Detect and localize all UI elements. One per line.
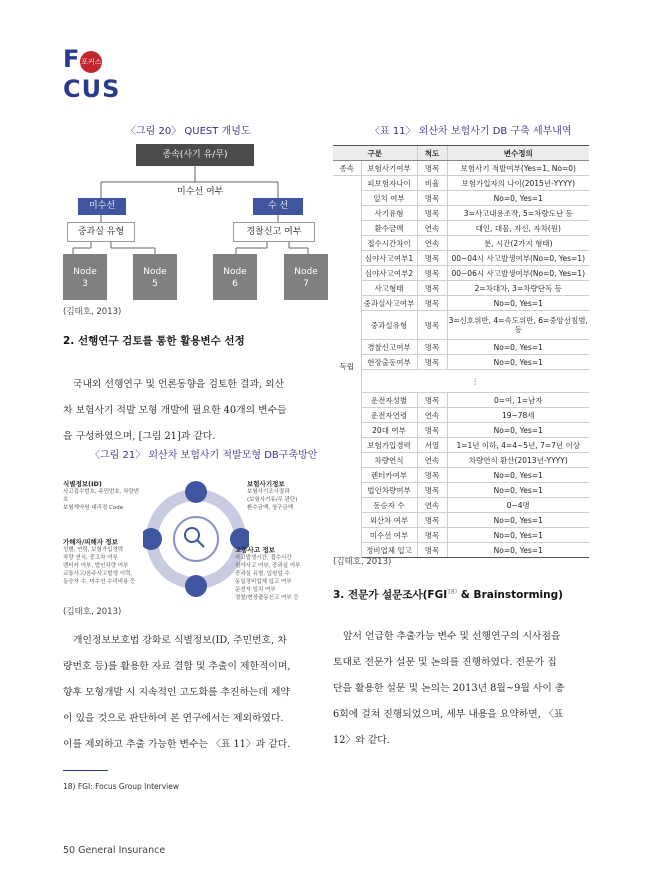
cell-name: 환수금액 <box>361 221 417 236</box>
cell-scale: 비율 <box>417 176 447 191</box>
footnote-ref: 18) <box>447 588 458 596</box>
paragraph-line: 12〉와 같다. <box>333 735 390 746</box>
table-row <box>333 266 589 281</box>
cell-name: 현장출동여부 <box>361 355 417 370</box>
section-3-heading <box>333 587 563 602</box>
figure-21-caption: 〈그림 21〉 외산차 보험사기 적발모형 DB구축방안 <box>90 450 318 461</box>
cell-scale: 명목 <box>417 393 447 408</box>
block-line: 환수금액, 청구금액 <box>247 505 294 511</box>
cell-scale: 명목 <box>417 281 447 296</box>
group-independent: 독립 <box>333 176 361 558</box>
table-row <box>333 296 589 311</box>
block-line: 사고접수번호, 주민번호, 차량번호 <box>63 489 140 503</box>
table-ellipsis-row <box>333 370 589 393</box>
cell-definition: No=0, Yes=1 <box>447 528 589 543</box>
cell-definition: 1=1년 이하, 4=4~5년, 7=7년 이상 <box>447 438 589 453</box>
cell-name: 일치 여부 <box>361 191 417 206</box>
figure-20-caption: 〈그림 20〉 QUEST 개념도 <box>126 126 251 137</box>
block-identification <box>63 479 143 512</box>
paragraph-line: 국내외 선행연구 및 언론동향을 검토한 결과, 외산 <box>73 379 285 390</box>
block-line: 심야사고 여부, 중과실 여부 <box>235 563 301 569</box>
table-row <box>333 408 589 423</box>
cell-scale: 명목 <box>417 161 447 176</box>
footnote: 18) FGI: Focus Group Interview <box>63 782 179 791</box>
cell-name: 차량연식 <box>361 453 417 468</box>
root-node: 종속(사기 유/무) <box>136 144 254 166</box>
block-title: 가해자/피해자 정보 <box>63 538 118 546</box>
group-dependent: 종속 <box>333 161 361 176</box>
paragraph-3 <box>333 624 589 754</box>
cell-scale: 명목 <box>417 191 447 206</box>
cell-scale: 명목 <box>417 468 447 483</box>
leaf-number: 3 <box>82 279 88 289</box>
cell-scale: 명목 <box>417 206 447 221</box>
cell-scale: 서열 <box>417 438 447 453</box>
table-row <box>333 281 589 296</box>
table-row <box>333 161 589 176</box>
table-row <box>333 423 589 438</box>
paragraph-line: 차 보험사기 적발 모형 개발에 필요한 40개의 변수들 <box>63 405 287 416</box>
leaf-node-6 <box>213 254 257 300</box>
cell-name: 외산차 여부 <box>361 513 417 528</box>
cell-definition: 차량연식 환산(2013년-YYYY) <box>447 453 589 468</box>
focus-logo <box>63 44 147 103</box>
block-line: 경찰/현장출동신고 여부 등 <box>235 595 299 601</box>
block-accident-info <box>235 545 328 602</box>
block-line: 렌터카 여부, 법인차량 여부 <box>63 563 129 569</box>
table-row <box>333 176 589 191</box>
footnote-divider <box>63 770 108 771</box>
header-category: 구분 <box>333 146 417 161</box>
cell-definition: No=0, Yes=1 <box>447 513 589 528</box>
table-row <box>333 453 589 468</box>
block-line: 차량 연식, 중고차 여부 <box>63 555 118 561</box>
header-definition: 변수정의 <box>447 146 589 161</box>
block-title: 보험사기정보 <box>247 480 285 488</box>
cell-name: 사고형태 <box>361 281 417 296</box>
cell-scale: 연속 <box>417 498 447 513</box>
cell-definition: 분, 시간(2가지 형태) <box>447 236 589 251</box>
db-circle-graphic <box>143 475 249 603</box>
leaf-number: 6 <box>232 279 238 289</box>
cell-definition: No=0, Yes=1 <box>447 483 589 498</box>
cell-definition: No=0, Yes=1 <box>447 543 589 558</box>
paragraph-line: 이를 제외하고 추출 가능한 변수는 〈표 11〉과 같다. <box>63 739 291 750</box>
table-row <box>333 340 589 355</box>
cell-scale: 연속 <box>417 453 447 468</box>
logo-badge: 포커스 <box>80 51 102 73</box>
paragraph-line: 을 구성하였으며, [그림 21]과 같다. <box>63 431 216 442</box>
left-sub-node: 중과실 유형 <box>67 222 135 242</box>
table-row <box>333 355 589 370</box>
block-party-info <box>63 537 145 586</box>
cell-name: 보험가입경력 <box>361 438 417 453</box>
cell-definition: No=0, Yes=1 <box>447 423 589 438</box>
leaf-label: Node <box>223 267 247 277</box>
table-header-row <box>333 146 589 161</box>
cell-name: 심야사고여부1 <box>361 251 417 266</box>
definition-line: 3=신호위반, 4=속도위반, 6=중앙선침범, <box>448 316 588 325</box>
table-11 <box>333 145 589 558</box>
cell-name: 법인차량여부 <box>361 483 417 498</box>
cell-definition: 0~4명 <box>447 498 589 513</box>
paragraph-line: 이 있을 것으로 판단하여 본 연구에서는 제외하였다. <box>63 713 284 724</box>
cell-scale: 명목 <box>417 513 447 528</box>
cell-name: 정비업체 입고 <box>361 543 417 558</box>
table-row <box>333 393 589 408</box>
cell-definition: 보험사기 적발여부(Yes=1, No=0) <box>447 161 589 176</box>
block-title: 교통사고 정보 <box>235 546 275 554</box>
cell-definition: No=0, Yes=1 <box>447 191 589 206</box>
cell-scale: 명목 <box>417 340 447 355</box>
paragraph-2 <box>63 628 328 758</box>
leaf-number: 7 <box>303 279 309 289</box>
block-line: 사고발생시간, 접수시간 <box>235 555 292 561</box>
cell-name: 미수선 여부 <box>361 528 417 543</box>
cell-scale: 명목 <box>417 423 447 438</box>
cell-definition: No=0, Yes=1 <box>447 340 589 355</box>
cell-definition: No=0, Yes=1 <box>447 296 589 311</box>
table-row <box>333 438 589 453</box>
paragraph-1 <box>63 372 328 450</box>
right-branch-node: 수 선 <box>253 198 303 215</box>
split-label: 미수선 여부 <box>177 187 224 197</box>
cell-scale: 연속 <box>417 221 447 236</box>
paragraph-line: 개인정보보호법 강화로 식별정보(ID, 주민번호, 차 <box>73 635 287 646</box>
cell-name: 접수시간차이 <box>361 236 417 251</box>
cell-definition: No=0, Yes=1 <box>447 468 589 483</box>
block-fraud-info <box>247 479 327 512</box>
paragraph-line: 6회에 걸쳐 진행되었으며, 세부 내용을 요약하면, 〈표 <box>333 709 564 720</box>
cell-scale: 명목 <box>417 483 447 498</box>
cell-name: 렌터카여부 <box>361 468 417 483</box>
cell-definition <box>447 311 589 340</box>
heading-tail: & Brainstorming) <box>457 589 563 601</box>
leaf-node-5 <box>133 254 177 300</box>
cell-name: 20대 여부 <box>361 423 417 438</box>
leaf-label: Node <box>294 267 318 277</box>
section-2-heading: 2. 선행연구 검토를 통한 활용변수 선정 <box>63 335 245 347</box>
page-footer <box>63 845 165 856</box>
cell-definition: 00~04시 사고발생여부(No=0, Yes=1) <box>447 251 589 266</box>
publication-title: General Insurance <box>78 845 166 856</box>
ellipsis: ⋮ <box>361 370 589 393</box>
block-line: 보험계약원 대리점 Code <box>63 505 124 511</box>
leaf-node-3 <box>63 254 107 300</box>
cell-scale: 연속 <box>417 408 447 423</box>
logo-text-prefix: F <box>63 45 81 73</box>
cell-name: 중과실유형 <box>361 311 417 340</box>
cell-scale: 명목 <box>417 266 447 281</box>
cell-scale: 명목 <box>417 311 447 340</box>
cell-scale: 명목 <box>417 296 447 311</box>
cell-definition: 0=여, 1=남자 <box>447 393 589 408</box>
definition-line: 등 <box>514 325 522 334</box>
block-line: 성별, 연령, 보험가입경력 <box>63 547 124 553</box>
figure-20-source: (김태호, 2013) <box>63 307 122 317</box>
cell-scale: 명목 <box>417 528 447 543</box>
block-line: 보험사기조사결과 <box>247 489 290 495</box>
leaf-label: Node <box>73 267 97 277</box>
cell-scale: 명목 <box>417 251 447 266</box>
quest-tree-diagram <box>63 142 328 300</box>
cell-name: 보험사기여부 <box>361 161 417 176</box>
leaf-node-7 <box>284 254 328 300</box>
cell-name: 중과실사고여부 <box>361 296 417 311</box>
cell-name: 운전자성별 <box>361 393 417 408</box>
heading-text: 3. 전문가 설문조사(FGI <box>333 589 448 601</box>
table-row <box>333 191 589 206</box>
table-row <box>333 236 589 251</box>
block-line: 중과실 유형, 입원일 수 <box>235 571 290 577</box>
table-row <box>333 483 589 498</box>
table-11-source: (김태호, 2013) <box>333 557 392 567</box>
cell-name: 동승자 수 <box>361 498 417 513</box>
block-line: 운전자 일치 여부 <box>235 587 276 593</box>
cell-definition: 3=사고내용조작, 5=차량도난 등 <box>447 206 589 221</box>
table-row <box>333 206 589 221</box>
paragraph-line: 앞서 언급한 추출가능 변수 및 선행연구의 시사점을 <box>343 631 561 642</box>
cell-definition: 보험가입자의 나이(2015년-YYYY) <box>447 176 589 191</box>
paragraph-line: 향후 모형개발 시 지속적인 고도화를 추진하는데 제약 <box>63 687 290 698</box>
right-sub-node: 경찰신고 여부 <box>233 222 315 242</box>
left-branch-node: 미수선 <box>78 198 126 215</box>
table-row <box>333 221 589 236</box>
cell-name: 운전자연령 <box>361 408 417 423</box>
db-construction-diagram <box>63 475 328 605</box>
logo-text-suffix: CUS <box>63 75 121 103</box>
variable-table <box>333 145 589 558</box>
leaf-label: Node <box>143 267 167 277</box>
cell-name: 심야사고여부2 <box>361 266 417 281</box>
table-11-caption: 〈표 11〉 외산차 보험사기 DB 구축 세부내역 <box>370 126 572 137</box>
block-line: 동승자 수, 미수선 수리비용 등 <box>63 579 136 585</box>
block-line: (보험사기유/무 판단) <box>247 497 298 503</box>
paragraph-line: 단을 활용한 설문 및 논의는 2013년 8월~9월 사이 총 <box>333 683 565 694</box>
table-row <box>333 528 589 543</box>
cell-scale: 연속 <box>417 236 447 251</box>
leaf-number: 5 <box>152 279 158 289</box>
header-scale: 척도 <box>417 146 447 161</box>
cell-definition: 대인, 대물, 자신, 자차(원) <box>447 221 589 236</box>
table-row <box>333 251 589 266</box>
page-number: 50 <box>63 845 76 856</box>
cell-name: 피보험자나이 <box>361 176 417 191</box>
paragraph-line: 량번호 등)를 활용한 자료 결합 및 추출이 제한적이며, <box>63 661 291 672</box>
block-title: 식별정보(ID) <box>63 480 102 488</box>
cell-definition: No=0, Yes=1 <box>447 355 589 370</box>
cell-definition: 19~78세 <box>447 408 589 423</box>
cell-name: 경찰신고여부 <box>361 340 417 355</box>
cell-scale: 명목 <box>417 543 447 558</box>
block-line: 교통사고/음주사고발생 이력, <box>63 571 133 577</box>
cell-definition: 00~06시 사고발생여부(No=0, Yes=1) <box>447 266 589 281</box>
cell-definition: 2=차대차, 3=차량단독 등 <box>447 281 589 296</box>
table-row <box>333 513 589 528</box>
table-row <box>333 498 589 513</box>
cell-scale: 명목 <box>417 355 447 370</box>
block-line: 동일정비업체 입고 여부 <box>235 579 292 585</box>
table-row <box>333 311 589 340</box>
figure-21-source: (김태호, 2013) <box>63 607 122 617</box>
table-row <box>333 468 589 483</box>
cell-name: 사기유형 <box>361 206 417 221</box>
paragraph-line: 토대로 전문가 설문 및 논의를 진행하였다. 전문가 집 <box>333 657 557 668</box>
